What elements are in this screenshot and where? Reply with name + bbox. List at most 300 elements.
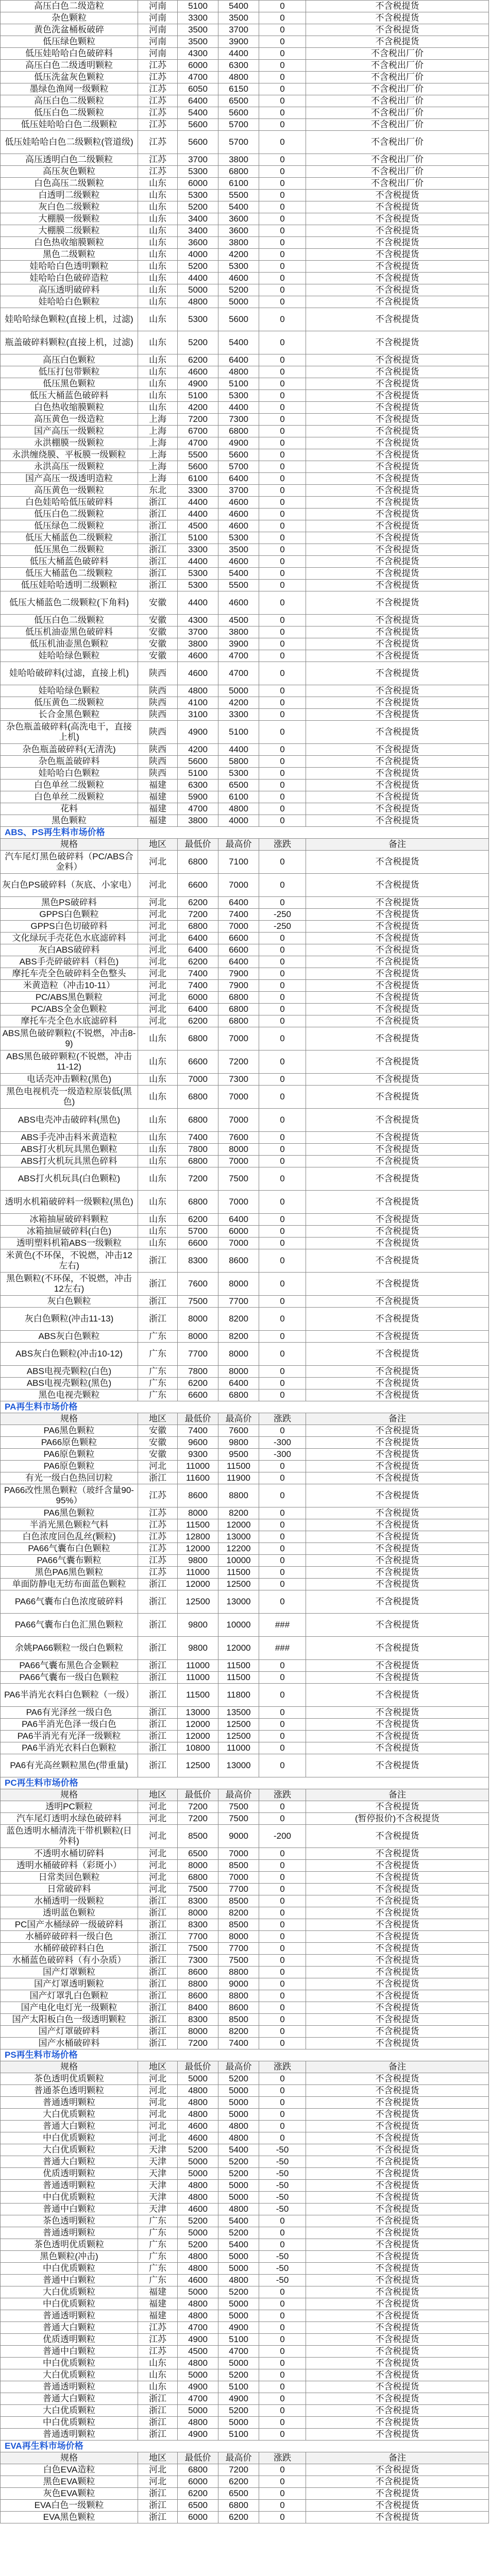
region-cell: 安徽 xyxy=(138,615,178,626)
spec-cell: 低压机油壶黑色颗粒 xyxy=(1,638,138,650)
spec-cell: EVA黑色颗粒 xyxy=(1,2512,138,2523)
column-header-low: 最低价 xyxy=(178,1789,218,1801)
low-price-cell: 5600 xyxy=(178,461,218,473)
low-price-cell: 8000 xyxy=(178,1507,218,1519)
region-cell: 浙江 xyxy=(138,568,178,580)
table-row xyxy=(1,178,489,190)
region-cell: 山东 xyxy=(138,1050,178,1074)
table-row xyxy=(1,909,489,921)
change-cell: 0 xyxy=(259,2097,306,2109)
note-cell: 不含税提货 xyxy=(306,449,489,461)
table-row xyxy=(1,2251,489,2263)
spec-cell: 中白优质颗粒 xyxy=(1,2263,138,2275)
note-cell: 不含税提货 xyxy=(306,1519,489,1531)
table-row xyxy=(1,2334,489,2346)
high-price-cell: 5100 xyxy=(218,2381,259,2393)
high-price-cell: 8800 xyxy=(218,1990,259,2002)
spec-cell: 普通大白颗粒 xyxy=(1,2322,138,2334)
region-cell: 山东 xyxy=(138,2381,178,2393)
spec-cell: PA6半消光衣料白色颗粒 xyxy=(1,1742,138,1754)
region-cell: 广东 xyxy=(138,2251,178,2263)
table-header-row xyxy=(1,839,489,851)
spec-cell: 低压打包带颗粒 xyxy=(1,366,138,378)
change-cell: 0 xyxy=(259,1990,306,2002)
note-cell: 不含税提货 xyxy=(306,1144,489,1156)
high-price-cell: 5500 xyxy=(218,580,259,591)
spec-cell: 国产高压一级颗粒 xyxy=(1,426,138,437)
low-price-cell: 4600 xyxy=(178,2121,218,2132)
low-price-cell: 6100 xyxy=(178,473,218,485)
low-price-cell: 8000 xyxy=(178,1331,218,1343)
spec-cell: 黑色电视机壳一级造粒原装低(黑色) xyxy=(1,1086,138,1109)
table-row xyxy=(1,1238,489,1249)
table-row xyxy=(1,1742,489,1754)
region-cell: 浙江 xyxy=(138,1990,178,2002)
region-cell: 浙江 xyxy=(138,1308,178,1331)
change-cell: 0 xyxy=(259,803,306,815)
spec-cell: 低压白色二级颗粒 xyxy=(1,615,138,626)
change-cell: 0 xyxy=(259,1238,306,1249)
spec-cell: 茶色透明优质颗粒 xyxy=(1,2073,138,2085)
low-price-cell: 5000 xyxy=(178,2369,218,2381)
low-price-cell: 4800 xyxy=(178,2109,218,2121)
table-row xyxy=(1,378,489,390)
region-cell: 浙江 xyxy=(138,520,178,532)
low-price-cell: 7700 xyxy=(178,1931,218,1943)
table-row xyxy=(1,414,489,426)
change-cell: -50 xyxy=(259,2144,306,2156)
region-cell: 浙江 xyxy=(138,1707,178,1719)
change-cell: 0 xyxy=(259,944,306,956)
change-cell: 0 xyxy=(259,72,306,83)
note-cell: 不含税提货 xyxy=(306,685,489,697)
table-row xyxy=(1,12,489,24)
spec-cell: 余姚PA66颗粒一级白色颗粒 xyxy=(1,1637,138,1660)
high-price-cell: 4800 xyxy=(218,803,259,815)
change-cell: 0 xyxy=(259,1015,306,1027)
high-price-cell: 10000 xyxy=(218,1614,259,1637)
note-cell: 不含税提货 xyxy=(306,1967,489,1978)
spec-cell: 低压机油壶黑色破碎料 xyxy=(1,626,138,638)
high-price-cell: 6800 xyxy=(218,2500,259,2512)
note-cell: 不含税提货 xyxy=(306,992,489,1004)
low-price-cell: 5900 xyxy=(178,791,218,803)
spec-cell: 黑色PS破碎料 xyxy=(1,897,138,909)
spec-cell: ABS电视壳颗粒(黑色) xyxy=(1,1378,138,1389)
spec-cell: 水桶碎破碎料一级白色 xyxy=(1,1931,138,1943)
region-cell: 河北 xyxy=(138,897,178,909)
low-price-cell: 7400 xyxy=(178,1425,218,1437)
note-cell: 不含税提货 xyxy=(306,12,489,24)
low-price-cell: 6600 xyxy=(178,1050,218,1074)
note-cell: 不含税提货 xyxy=(306,1461,489,1472)
region-cell: 浙江 xyxy=(138,1660,178,1672)
high-price-cell: 5600 xyxy=(218,107,259,119)
region-cell: 山东 xyxy=(138,1167,178,1191)
note-cell: 不含税提货 xyxy=(306,851,489,874)
table-row xyxy=(1,532,489,544)
note-cell: 不含税提货 xyxy=(306,2215,489,2227)
region-cell: 山东 xyxy=(138,237,178,249)
spec-cell: 米黄造粒（冲击10-11） xyxy=(1,980,138,992)
note-cell: 不含税提货 xyxy=(306,1425,489,1437)
spec-cell: 汽车尾灯透明水绿色破碎料 xyxy=(1,1813,138,1825)
high-price-cell: 6400 xyxy=(218,1214,259,1226)
change-cell: 0 xyxy=(259,2393,306,2405)
low-price-cell: 6200 xyxy=(178,2488,218,2500)
change-cell: 0 xyxy=(259,2239,306,2251)
note-cell: 不含税提货 xyxy=(306,1015,489,1027)
high-price-cell: 6150 xyxy=(218,83,259,95)
region-cell: 河北 xyxy=(138,2109,178,2121)
change-cell: 0 xyxy=(259,2121,306,2132)
region-cell: 福建 xyxy=(138,815,178,827)
table-row xyxy=(1,1156,489,1167)
note-cell: 不含税提货 xyxy=(306,1378,489,1389)
low-price-cell: 5600 xyxy=(178,119,218,131)
spec-cell: 普通中白颗粒 xyxy=(1,2204,138,2215)
low-price-cell: 5000 xyxy=(178,2156,218,2168)
region-cell: 河北 xyxy=(138,968,178,980)
change-cell: 0 xyxy=(259,1214,306,1226)
price-table xyxy=(0,1413,489,1777)
table-row xyxy=(1,296,489,308)
region-cell: 浙江 xyxy=(138,2038,178,2049)
table-row xyxy=(1,2358,489,2369)
region-cell: 河北 xyxy=(138,1813,178,1825)
high-price-cell: 5500 xyxy=(218,190,259,201)
table-row xyxy=(1,2275,489,2286)
high-price-cell: 10000 xyxy=(218,1555,259,1567)
table-row xyxy=(1,461,489,473)
spec-cell: PA66气囊布白色汇黑色颗粒 xyxy=(1,1614,138,1637)
spec-cell: PA66改性黑色颗粒（玻纤含量90-95%） xyxy=(1,1484,138,1507)
note-cell: 不含税提货 xyxy=(306,1214,489,1226)
section-title: ABS、PS再生料市场价格 xyxy=(0,827,489,838)
table-row xyxy=(1,426,489,437)
change-cell: 0 xyxy=(259,426,306,437)
column-header-high: 最高价 xyxy=(218,2452,259,2464)
note-cell: 不含税提货 xyxy=(306,261,489,273)
region-cell: 河北 xyxy=(138,1884,178,1895)
spec-cell: 透明水机箱破碎料一级颗粒(黑色) xyxy=(1,1191,138,1214)
spec-cell: PC国产水桶绿碎一级破碎料 xyxy=(1,1919,138,1931)
high-price-cell: 6100 xyxy=(218,178,259,190)
table-row xyxy=(1,1955,489,1967)
spec-cell: 低压绿色颗粒 xyxy=(1,36,138,48)
note-cell: 不含税提货 xyxy=(306,2002,489,2014)
table-row xyxy=(1,2310,489,2322)
spec-cell: 白色娃哈哈低压破碎料 xyxy=(1,497,138,509)
table-row xyxy=(1,1167,489,1191)
low-price-cell: 6000 xyxy=(178,992,218,1004)
change-cell: 0 xyxy=(259,2417,306,2429)
low-price-cell: 7500 xyxy=(178,1884,218,1895)
table-row xyxy=(1,1226,489,1238)
low-price-cell: 4200 xyxy=(178,744,218,756)
note-cell: 不含税提货 xyxy=(306,1707,489,1719)
low-price-cell: 4700 xyxy=(178,2393,218,2405)
region-cell: 山东 xyxy=(138,178,178,190)
table-row xyxy=(1,1567,489,1579)
high-price-cell: 6800 xyxy=(218,1015,259,1027)
region-cell: 山东 xyxy=(138,1144,178,1156)
region-cell: 山东 xyxy=(138,366,178,378)
region-cell: 山东 xyxy=(138,225,178,237)
spec-cell: 摩托车壳全色破碎料全色整头 xyxy=(1,968,138,980)
spec-cell: 高压黄色一级造粒 xyxy=(1,414,138,426)
region-cell: 江苏 xyxy=(138,1519,178,1531)
change-cell: 0 xyxy=(259,2227,306,2239)
high-price-cell: 4700 xyxy=(218,662,259,685)
low-price-cell: 4400 xyxy=(178,509,218,520)
note-cell: 不含税出厂价 xyxy=(306,131,489,154)
region-cell: 河北 xyxy=(138,1015,178,1027)
spec-cell: 大棚膜一级颗粒 xyxy=(1,213,138,225)
region-cell: 天津 xyxy=(138,2180,178,2192)
table-row xyxy=(1,1543,489,1555)
note-cell: 不含税提货 xyxy=(306,2180,489,2192)
note-cell: 不含税提货 xyxy=(306,1684,489,1707)
low-price-cell: 12000 xyxy=(178,1579,218,1590)
low-price-cell: 7500 xyxy=(178,1943,218,1955)
low-price-cell: 4800 xyxy=(178,2085,218,2097)
table-row xyxy=(1,473,489,485)
high-price-cell: 4400 xyxy=(218,402,259,414)
note-cell: 不含税提货 xyxy=(306,1919,489,1931)
table-row xyxy=(1,1472,489,1484)
region-cell: 河北 xyxy=(138,921,178,933)
low-price-cell: 7800 xyxy=(178,1366,218,1378)
high-price-cell: 7600 xyxy=(218,1132,259,1144)
table-row xyxy=(1,874,489,897)
low-price-cell: 4700 xyxy=(178,437,218,449)
high-price-cell: 4200 xyxy=(218,249,259,261)
region-cell: 福建 xyxy=(138,803,178,815)
low-price-cell: 4600 xyxy=(178,650,218,662)
low-price-cell: 6500 xyxy=(178,2500,218,2512)
region-cell: 山东 xyxy=(138,284,178,296)
change-cell: 0 xyxy=(259,1132,306,1144)
spec-cell: 高压透明破碎料 xyxy=(1,284,138,296)
region-cell: 陕西 xyxy=(138,709,178,721)
change-cell: ### xyxy=(259,1637,306,1660)
note-cell: 不含税提货 xyxy=(306,815,489,827)
note-cell: 不含税提货 xyxy=(306,509,489,520)
table-row xyxy=(1,107,489,119)
high-price-cell: 12500 xyxy=(218,1731,259,1742)
note-cell: 不含税提货 xyxy=(306,768,489,779)
note-cell: 不含税提货 xyxy=(306,2168,489,2180)
change-cell: 0 xyxy=(259,36,306,48)
spec-cell: 白色高压二级颗粒 xyxy=(1,178,138,190)
spec-cell: PA6有光泽丝一级白色 xyxy=(1,1707,138,1719)
spec-cell: 大白优质颗粒 xyxy=(1,2144,138,2156)
region-cell: 江苏 xyxy=(138,1543,178,1555)
low-price-cell: 5300 xyxy=(178,580,218,591)
low-price-cell: 7400 xyxy=(178,1132,218,1144)
region-cell: 浙江 xyxy=(138,1637,178,1660)
column-header-note: 备注 xyxy=(306,1413,489,1425)
region-cell: 江苏 xyxy=(138,1484,178,1507)
high-price-cell: 12200 xyxy=(218,1543,259,1555)
note-cell: 不含税提货 xyxy=(306,1,489,12)
change-cell: 0 xyxy=(259,1519,306,1531)
change-cell: 0 xyxy=(259,1144,306,1156)
note-cell: 不含税出厂价 xyxy=(306,166,489,178)
table-row xyxy=(1,1,489,12)
low-price-cell: 5200 xyxy=(178,2144,218,2156)
low-price-cell: 7600 xyxy=(178,1273,218,1296)
high-price-cell: 5000 xyxy=(218,2310,259,2322)
table-row xyxy=(1,2014,489,2026)
region-cell: 浙江 xyxy=(138,2002,178,2014)
table-row xyxy=(1,1672,489,1684)
table-row xyxy=(1,437,489,449)
spec-cell: 白色单丝二级颗粒 xyxy=(1,791,138,803)
spec-cell: PA66气囊布黑色合金颗粒 xyxy=(1,1660,138,1672)
high-price-cell: 8200 xyxy=(218,1331,259,1343)
low-price-cell: 6800 xyxy=(178,851,218,874)
change-cell: -50 xyxy=(259,2263,306,2275)
price-table xyxy=(0,0,489,827)
spec-cell: 中白优质颗粒 xyxy=(1,2298,138,2310)
low-price-cell: 5600 xyxy=(178,131,218,154)
column-header-name: 规格 xyxy=(1,2452,138,2464)
spec-cell: 大棚膜二级颗粒 xyxy=(1,225,138,237)
low-price-cell: 5200 xyxy=(178,2239,218,2251)
note-cell: 不含税提货 xyxy=(306,1719,489,1731)
note-cell: 不含税提货 xyxy=(306,544,489,556)
region-cell: 浙江 xyxy=(138,580,178,591)
spec-cell: 水桶碎破碎料白色 xyxy=(1,1943,138,1955)
high-price-cell: 7300 xyxy=(218,414,259,426)
region-cell: 安徽 xyxy=(138,1437,178,1449)
note-cell: 不含税提货 xyxy=(306,532,489,544)
change-cell: 0 xyxy=(259,2500,306,2512)
spec-cell: 普通透明颗粒 xyxy=(1,2097,138,2109)
spec-cell: 普通透明颗粒 xyxy=(1,2180,138,2192)
table-row xyxy=(1,1990,489,2002)
table-row xyxy=(1,1848,489,1860)
low-price-cell: 6200 xyxy=(178,1015,218,1027)
column-header-region: 地区 xyxy=(138,2452,178,2464)
low-price-cell: 3400 xyxy=(178,213,218,225)
low-price-cell: 5200 xyxy=(178,331,218,354)
region-cell: 浙江 xyxy=(138,2417,178,2429)
column-header-region: 地区 xyxy=(138,1413,178,1425)
note-cell: 不含税提货 xyxy=(306,2085,489,2097)
table-row xyxy=(1,485,489,497)
table-row xyxy=(1,1425,489,1437)
note-cell: 不含税提货 xyxy=(306,2464,489,2476)
region-cell: 河北 xyxy=(138,1004,178,1015)
note-cell: 不含税提货 xyxy=(306,1555,489,1567)
low-price-cell: 11000 xyxy=(178,1567,218,1579)
high-price-cell: 7200 xyxy=(218,2464,259,2476)
spec-cell: GPPS白色切破碎料 xyxy=(1,921,138,933)
spec-cell: PA6半消光衣料白色颗粒（一级） xyxy=(1,1684,138,1707)
low-price-cell: 7800 xyxy=(178,1144,218,1156)
change-cell: 0 xyxy=(259,1050,306,1074)
change-cell: -50 xyxy=(259,2251,306,2263)
low-price-cell: 4900 xyxy=(178,378,218,390)
high-price-cell: 7000 xyxy=(218,1027,259,1050)
high-price-cell: 7000 xyxy=(218,921,259,933)
high-price-cell: 5000 xyxy=(218,2417,259,2429)
table-row xyxy=(1,1366,489,1378)
low-price-cell: 4500 xyxy=(178,2346,218,2358)
spec-cell: 低压大桶蓝色二级颗粒 xyxy=(1,568,138,580)
table-header-row xyxy=(1,2452,489,2464)
note-cell: 不含税提货 xyxy=(306,1955,489,1967)
low-price-cell: 5300 xyxy=(178,166,218,178)
high-price-cell: 3700 xyxy=(218,24,259,36)
table-row xyxy=(1,2180,489,2192)
high-price-cell: 6400 xyxy=(218,1378,259,1389)
region-cell: 山东 xyxy=(138,273,178,284)
table-row xyxy=(1,2346,489,2358)
table-row xyxy=(1,284,489,296)
column-header-high: 最高价 xyxy=(218,2061,259,2073)
region-cell: 上海 xyxy=(138,437,178,449)
spec-cell: ABS手壳冲击料米黄造粒 xyxy=(1,1132,138,1144)
note-cell: 不含税提货 xyxy=(306,473,489,485)
region-cell: 浙江 xyxy=(138,544,178,556)
high-price-cell: 7300 xyxy=(218,1074,259,1086)
spec-cell: 娃哈哈绿色颗粒 xyxy=(1,650,138,662)
spec-cell: ABS打火机玩具黑色碎料 xyxy=(1,1156,138,1167)
region-cell: 山东 xyxy=(138,2369,178,2381)
change-cell: 0 xyxy=(259,1848,306,1860)
table-row xyxy=(1,119,489,131)
region-cell: 浙江 xyxy=(138,2429,178,2441)
low-price-cell: 5200 xyxy=(178,261,218,273)
region-cell: 上海 xyxy=(138,414,178,426)
change-cell: 0 xyxy=(259,378,306,390)
spec-cell: 中白优质颗粒 xyxy=(1,2132,138,2144)
change-cell: 0 xyxy=(259,1331,306,1343)
high-price-cell: 5000 xyxy=(218,2358,259,2369)
spec-cell: 低压娃哈哈白色二级颗粒 xyxy=(1,119,138,131)
spec-cell: 普通透明颗粒 xyxy=(1,2310,138,2322)
price-table xyxy=(0,1789,489,2049)
high-price-cell: 7000 xyxy=(218,1191,259,1214)
table-row xyxy=(1,1637,489,1660)
spec-cell: 米黄色(不环保，不锐燃，冲击12左右) xyxy=(1,1249,138,1273)
spec-cell: 娃哈哈白色透明颗粒 xyxy=(1,261,138,273)
spec-cell: 永洪棚膜一级颗粒 xyxy=(1,437,138,449)
spec-cell: ABS黑色破碎颗粒(不锐燃，冲击8-9) xyxy=(1,1027,138,1050)
spec-cell: 高压白色颗粒 xyxy=(1,354,138,366)
note-cell: 不含税提货 xyxy=(306,1449,489,1461)
note-cell: 不含税提货 xyxy=(306,1931,489,1943)
table-row xyxy=(1,1907,489,1919)
spec-cell: 黑色颗粒(不环保，不锐燃，冲击12左右) xyxy=(1,1273,138,1296)
table-row xyxy=(1,1484,489,1507)
spec-cell: 国产灯罩透明颗粒 xyxy=(1,1978,138,1990)
note-cell: 不含税提货 xyxy=(306,2393,489,2405)
spec-cell: 国产灯罩颗粒 xyxy=(1,1967,138,1978)
note-cell: 不含税提货 xyxy=(306,1437,489,1449)
spec-cell: 低压黑色颗粒 xyxy=(1,378,138,390)
table-row xyxy=(1,1191,489,1214)
low-price-cell: 11000 xyxy=(178,1660,218,1672)
table-row xyxy=(1,744,489,756)
region-cell: 山东 xyxy=(138,201,178,213)
change-cell: 0 xyxy=(259,768,306,779)
note-cell: 不含税提货 xyxy=(306,402,489,414)
